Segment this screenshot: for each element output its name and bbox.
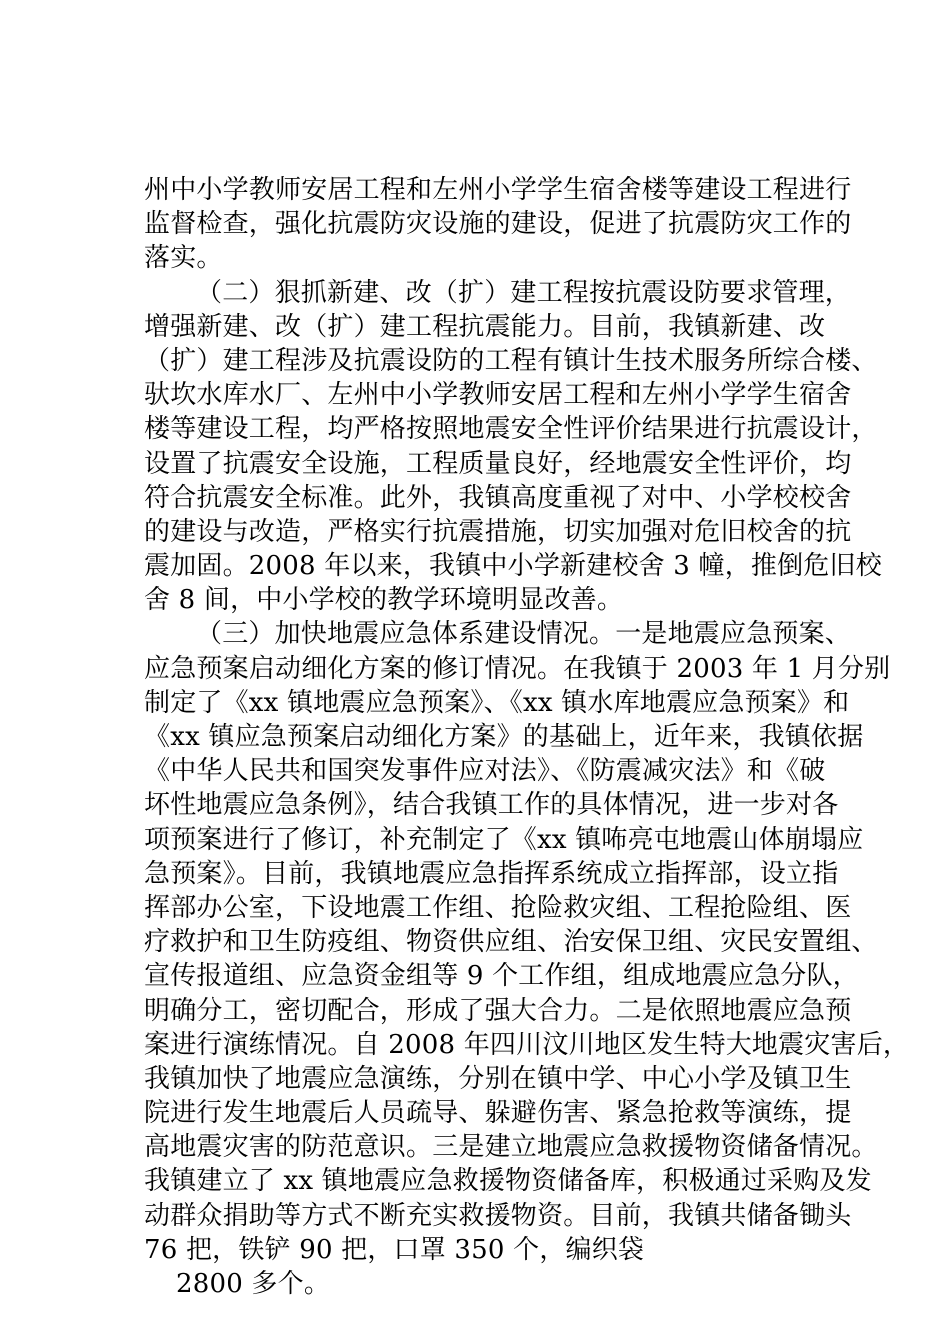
text-line: 疗救护和卫生防疫组、物资供应组、治安保卫组、灾民安置组、: [144, 927, 878, 958]
text-line: 设置了抗震安全设施，工程质量良好，经地震安全性评价，均: [144, 448, 852, 479]
paragraph-start-line: （三）加快地震应急体系建设情况。一是地震应急预案、: [196, 619, 852, 650]
text-line: 明确分工，密切配合，形成了强大合力。二是依照地震应急预: [144, 995, 852, 1026]
text-line: 楼等建设工程，均严格按照地震安全性评价结果进行抗震设计，: [144, 414, 878, 445]
text-line: 我镇建立了 xx 镇地震应急救援物资储备库，积极通过采购及发: [144, 1166, 872, 1197]
text-line-continuation: 2800 多个。: [176, 1269, 331, 1299]
text-line: 高地震灾害的防范意识。三是建立地震应急救援物资储备情况。: [144, 1132, 878, 1163]
text-line: 监督检查，强化抗震防灾设施的建设，促进了抗震防灾工作的: [144, 209, 852, 240]
text-line: 院进行发生地震后人员疏导、躲避伤害、紧急抢救等演练，提: [144, 1098, 852, 1129]
text-line: 动群众捐助等方式不断充实救援物资。目前，我镇共储备锄头: [144, 1200, 852, 1231]
text-line: 制定了《xx 镇地震应急预案》、《xx 镇水库地震应急预案》和: [144, 687, 850, 718]
text-line: 急预案》。目前，我镇地震应急指挥系统成立指挥部，设立指: [144, 858, 839, 889]
text-line: 挥部办公室，下设地震工作组、抢险救灾组、工程抢险组、医: [144, 892, 852, 923]
text-line: 落实。: [144, 243, 223, 274]
text-line: 76 把，铁铲 90 把，口罩 350 个，编织袋: [144, 1234, 645, 1265]
document-body: [144, 173, 910, 1301]
text-line: 符合抗震安全标准。此外，我镇高度重视了对中、小学校校舍: [144, 482, 852, 513]
text-line: 驮坎水库水厂、左州中小学教师安居工程和左州小学学生宿舍: [144, 380, 852, 411]
text-line: 坏性地震应急条例》，结合我镇工作的具体情况，进一步对各: [144, 790, 839, 821]
text-line: 《中华人民共和国突发事件应对法》、《防震减灾法》和《破: [144, 756, 826, 787]
text-line: 舍 8 间，中小学校的教学环境明显改善。: [144, 585, 624, 616]
text-line: 案进行演练情况。自 2008 年四川汶川地区发生特大地震灾害后，: [144, 1029, 910, 1060]
text-line: 的建设与改造，严格实行抗震措施，切实加强对危旧校舍的抗: [144, 516, 852, 547]
text-line: 震加固。2008 年以来，我镇中小学新建校舍 3 幢，推倒危旧校: [144, 551, 882, 582]
text-line: 项预案进行了修订，补充制定了《xx 镇咘亮屯地震山体崩塌应: [144, 824, 864, 855]
text-line: 州中小学教师安居工程和左州小学学生宿舍楼等建设工程进行: [144, 175, 852, 205]
text-line: 增强新建、改（扩）建工程抗震能力。目前，我镇新建、改: [144, 311, 826, 342]
text-line: 我镇加快了地震应急演练，分别在镇中学、中心小学及镇卫生: [144, 1063, 852, 1094]
text-line: 《xx 镇应急预案启动细化方案》的基础上，近年来，我镇依据: [144, 722, 864, 752]
text-line: （扩）建工程涉及抗震设防的工程有镇计生技术服务所综合楼、: [144, 345, 878, 376]
text-line: 应急预案启动细化方案的修订情况。在我镇于 2003 年 1 月分别: [144, 653, 891, 684]
paragraph-start-line: （二）狠抓新建、改（扩）建工程按抗震设防要求管理，: [196, 277, 852, 308]
text-line: 宣传报道组、应急资金组等 9 个工作组，组成地震应急分队，: [144, 961, 859, 992]
